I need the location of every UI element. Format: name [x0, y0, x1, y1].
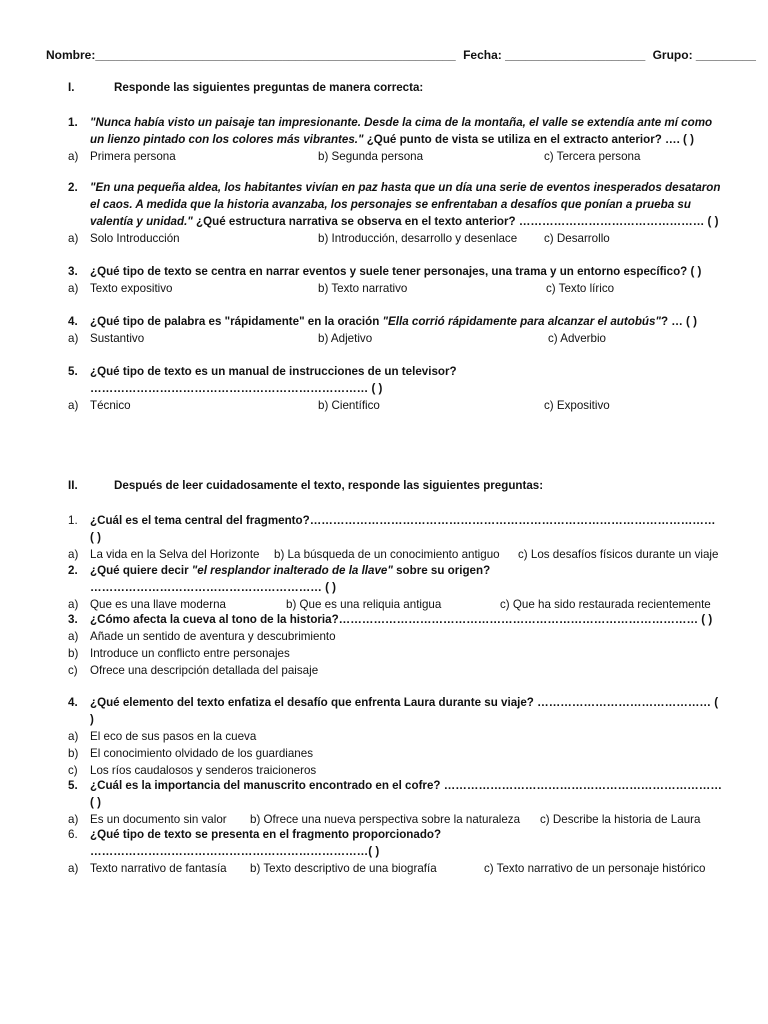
nombre-field[interactable]: Nombre:______________________________________________________ [46, 48, 456, 62]
s2-q2-options: a) Que es una llave moderna b) Que es una reliquia antigua c) Que ha sido restaurada recientemente [68, 598, 711, 611]
option-a[interactable]: Técnico [90, 399, 131, 412]
option-c[interactable]: c) Los ríos caudalosos y senderos traicioneros [68, 764, 317, 777]
option-a[interactable]: Primera persona [90, 150, 176, 163]
student-info-header [46, 48, 756, 62]
option-a[interactable]: Texto narrativo de fantasía [90, 862, 227, 875]
s1-question-5: 5. ¿Qué tipo de texto es un manual de instrucciones de un televisor? ……………………………………………………………… ( ) a) Técnico b) Científico c) Expositivo [68, 363, 722, 414]
option-b[interactable]: b) Introducción, desarrollo y desenlace [318, 232, 518, 245]
s1-question-2: 2. "En una pequeña aldea, los habitantes vivían en paz hasta que un día una serie de eventos inesperados desataron el caos. A medida que la historia avanzaba, los personajes se enfrentaban a desafíos que ponían a prueba su valentía y unidad." ¿Qué estructura narrativa se observa en el texto anterior? ………………………………………… ( ) a) Solo Introducción b) Introducción, desarrollo y desenlace c) Desarrollo [68, 181, 721, 245]
option-b[interactable]: b) Científico [318, 399, 380, 412]
s2-question-5: 5. ¿Cuál es la importancia del manuscrito encontrado en el cofre? ……………………………………………………………… ( ) a) Es un documento sin valor b) Ofrece una nueva perspectiva sobre la naturaleza c) Describe la historia de Laura [68, 779, 722, 826]
section-1-title: I. Responde las siguientes preguntas de manera correcta: [68, 81, 424, 94]
s1-q3-options: a) Texto expositivo b) Texto narrativo c) Texto lírico [68, 282, 615, 295]
option-c[interactable]: c) Tercera persona [544, 150, 641, 163]
option-c[interactable]: c) Que ha sido restaurada recientemente [500, 598, 711, 611]
s1-q2-options: a) Solo Introducción b) Introducción, desarrollo y desenlace c) Desarrollo [68, 232, 610, 245]
option-a[interactable]: Es un documento sin valor [90, 813, 227, 826]
s1-question-4: 4. ¿Qué tipo de palabra es "rápidamente" en la oración "Ella corrió rápidamente para alcanzar el autobús"? … ( ) a) Sustantivo b) Adjetivo c) Adverbio [68, 313, 722, 347]
option-b[interactable]: b) Que es una reliquia antigua [286, 598, 442, 611]
option-c[interactable]: c) Texto lírico [546, 282, 615, 295]
s2-question-6: 6. ¿Qué tipo de texto se presenta en el fragmento proporcionado? ………………………………………………………………( ) a) Texto narrativo de fantasía b) Texto descriptivo de una biografía c) Texto narrativo de un personaje histórico [68, 826, 722, 877]
s2-question-4: 4. ¿Qué elemento del texto enfatiza el desafío que enfrenta Laura durante su viaje? ……………………………………… ( ) a) El eco de sus pasos en la cueva b) El conocimiento olvidado de los guardianes c) Los ríos caudalosos y senderos traicioneros [68, 694, 722, 779]
section-2-title: II. Después de leer cuidadosamente el texto, responde las siguientes preguntas: [68, 479, 544, 492]
option-b[interactable]: b) Ofrece una nueva perspectiva sobre la naturaleza [250, 813, 521, 826]
fecha-field[interactable]: Fecha: _____________________ [463, 48, 646, 62]
option-b[interactable]: b) Introduce un conflicto entre personajes [68, 647, 290, 660]
option-a[interactable]: a) Añade un sentido de aventura y descubrimiento [68, 630, 336, 643]
s2-question-1: 1. ¿Cuál es el tema central del fragmento?…………………………………………………………………………………………… ( ) a) La vida en la Selva del Horizonte b) La búsqueda de un conocimiento antiguo c) Los desafíos físicos durante un viaje [68, 512, 722, 563]
option-c[interactable]: c) Describe la historia de Laura [540, 813, 701, 826]
option-a[interactable]: Texto expositivo [90, 282, 173, 295]
s1-question-3: 3. ¿Qué tipo de texto se centra en narrar eventos y suele tener personajes, una trama y un entorno específico? ( ) a) Texto expositivo b) Texto narrativo c) Texto lírico [68, 263, 722, 297]
option-a[interactable]: a) El eco de sus pasos en la cueva [68, 730, 257, 743]
s2-q6-options: a) Texto narrativo de fantasía b) Texto descriptivo de una biografía c) Texto narrativo de un personaje histórico [68, 862, 706, 875]
option-a[interactable]: Solo Introducción [90, 232, 180, 245]
option-a[interactable]: Que es una llave moderna [90, 598, 226, 611]
option-b[interactable]: b) La búsqueda de un conocimiento antiguo [274, 548, 500, 561]
option-c[interactable]: c) Desarrollo [544, 232, 610, 245]
option-c[interactable]: c) Ofrece una descripción detallada del paisaje [68, 664, 319, 677]
option-b[interactable]: b) Adjetivo [318, 332, 373, 345]
s1-q5-options: a) Técnico b) Científico c) Expositivo [68, 399, 610, 412]
option-a[interactable]: La vida en la Selva del Horizonte [90, 548, 260, 561]
s2-question-2: 2. ¿Qué quiere decir "el resplandor inalterado de la llave" sobre su origen? …………………………………………………… ( ) a) Que es una llave moderna b) Que es una reliquia antigua c) Que ha sido restaurada recientemente [68, 562, 722, 613]
s2-q1-options: a) La vida en la Selva del Horizonte b) La búsqueda de un conocimiento antiguo c) Los desafíos físicos durante un viaje [68, 548, 719, 561]
s2-q5-options: a) Es un documento sin valor b) Ofrece una nueva perspectiva sobre la naturaleza c) Describe la historia de Laura [68, 813, 701, 826]
option-b[interactable]: b) Texto narrativo [318, 282, 408, 295]
option-b[interactable]: b) Texto descriptivo de una biografía [250, 862, 437, 875]
s2-question-3: 3. ¿Cómo afecta la cueva al tono de la historia?………………………………………………………………………………… ( ) a) Añade un sentido de aventura y descubrimiento b) Introduce un conflicto entre personajes c) Ofrece una descripción detallada del paisaje [68, 611, 722, 679]
option-c[interactable]: c) Adverbio [548, 332, 606, 345]
option-a[interactable]: Sustantivo [90, 332, 145, 345]
option-b[interactable]: b) El conocimiento olvidado de los guardianes [68, 747, 313, 760]
option-c[interactable]: c) Texto narrativo de un personaje histórico [484, 862, 706, 875]
s1-question-1: 1. "Nunca había visto un paisaje tan impresionante. Desde la cima de la montaña, el valle se extendía ante mí como un lienzo pintado con los colores más vibrantes." ¿Qué punto de vista se utiliza en el extracto anterior? …. ( ) a) Primera persona b) Segunda persona c) Tercera persona [68, 114, 722, 165]
option-c[interactable]: c) Expositivo [544, 399, 610, 412]
s1-q4-options: a) Sustantivo b) Adjetivo c) Adverbio [68, 332, 606, 345]
option-b[interactable]: b) Segunda persona [318, 150, 424, 163]
s1-q1-options: a) Primera persona b) Segunda persona c) Tercera persona [68, 150, 641, 163]
grupo-field[interactable]: Grupo: _________ [652, 48, 756, 62]
option-c[interactable]: c) Los desafíos físicos durante un viaje [518, 548, 719, 561]
